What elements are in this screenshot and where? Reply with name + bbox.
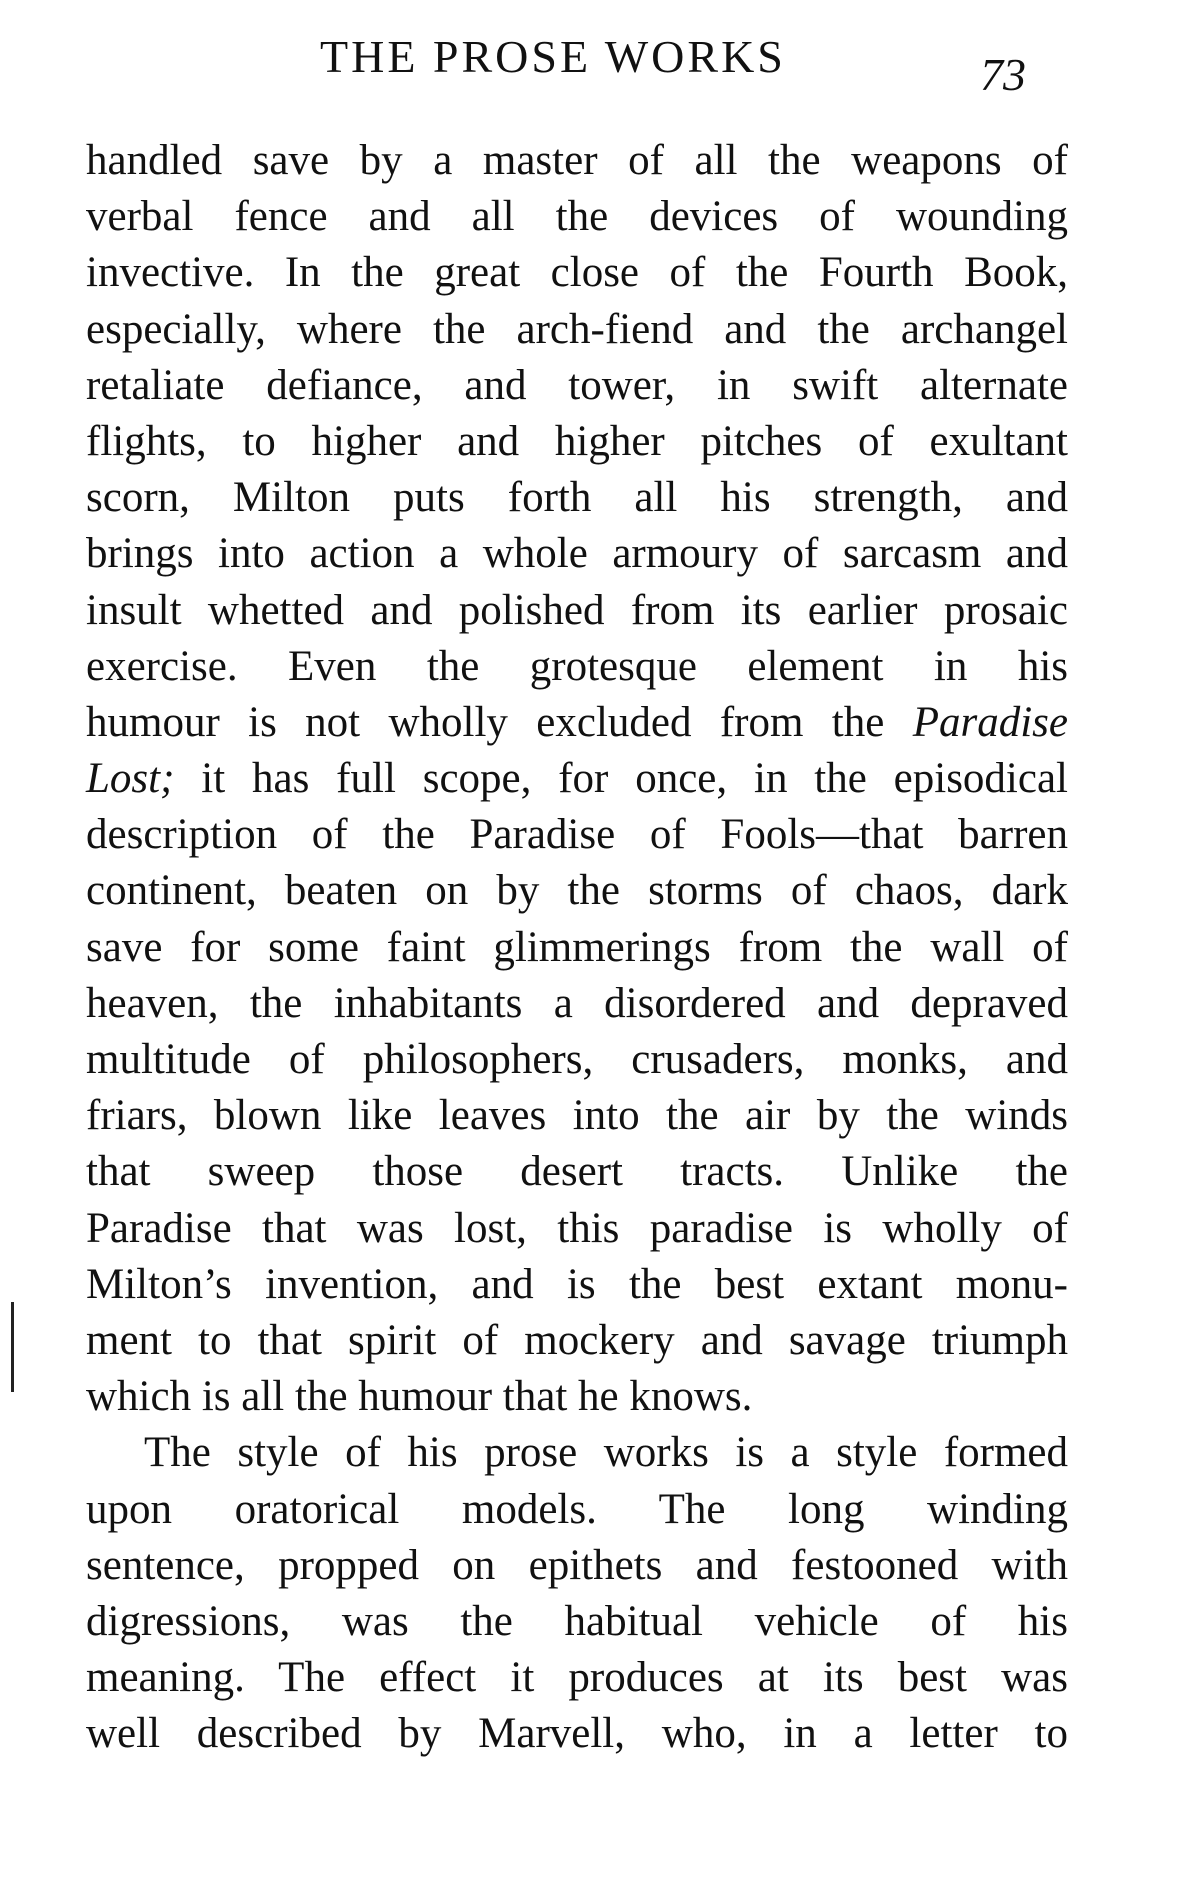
text-line: friars, blown like leaves into the air by the winds (86, 1092, 1068, 1140)
text-line: Paradise that was lost, this paradise is wholly of (86, 1204, 1068, 1252)
body-text (86, 133, 1068, 1762)
text-line: brings into action a whole armoury of sarcasm and (86, 530, 1068, 578)
text-line: multitude of philosophers, crusaders, monks, and (86, 1036, 1068, 1083)
margin-mark (11, 1302, 14, 1392)
text-line: ment to that spirit of mockery and savage triumph (86, 1316, 1068, 1364)
running-head-title: THE PROSE WORKS (320, 31, 786, 82)
text-line: digressions, was the habitual vehicle of his (86, 1597, 1068, 1645)
text-line: which is all the humour that he knows. (86, 1373, 753, 1421)
text-line: flights, to higher and higher pitches of exultant (86, 417, 1068, 465)
italic-title: Lost; (86, 755, 175, 803)
text-line: upon oratorical models. The long winding (86, 1485, 1068, 1533)
text-line: continent, beaten on by the storms of chaos, dark (86, 867, 1068, 915)
text-span: humour is not wholly excluded from the (86, 698, 913, 746)
text-line: verbal fence and all the devices of wounding (86, 193, 1068, 241)
text-line: retaliate defiance, and tower, in swift alternate (86, 361, 1068, 409)
text-line: invective. In the great close of the Fourth Book, (86, 249, 1068, 297)
text-line: Milton’s invention, and is the best extant monu- (86, 1260, 1068, 1308)
text-line (86, 695, 1068, 751)
italic-title: Paradise (912, 698, 1068, 746)
page-number: 73 (980, 49, 1026, 100)
text-line: especially, where the arch-fiend and the archangel (86, 305, 1068, 353)
text-line: exercise. Even the grotesque element in his (86, 642, 1068, 690)
text-span: it has full scope, for once, in the episodical (174, 755, 1068, 803)
text-line: save for some faint glimmerings from the wall of (86, 923, 1068, 971)
text-line: that sweep those desert tracts. Unlike the (86, 1148, 1068, 1196)
text-line: scorn, Milton puts forth all his strength, and (86, 474, 1068, 522)
text-line: meaning. The effect it produces at its best was (86, 1654, 1068, 1702)
text-line: insult whetted and polished from its earlier prosaic (86, 586, 1068, 634)
text-line: heaven, the inhabitants a disordered and depraved (86, 979, 1068, 1027)
text-line: well described by Marvell, who, in a letter to (86, 1710, 1068, 1758)
text-line: The style of his prose works is a style formed (144, 1429, 1068, 1477)
text-line: handled save by a master of all the weapons of (86, 137, 1068, 184)
text-line: description of the Paradise of Fools—that barren (86, 811, 1068, 859)
text-line (86, 751, 1068, 807)
text-line: sentence, propped on epithets and festooned with (86, 1541, 1068, 1589)
